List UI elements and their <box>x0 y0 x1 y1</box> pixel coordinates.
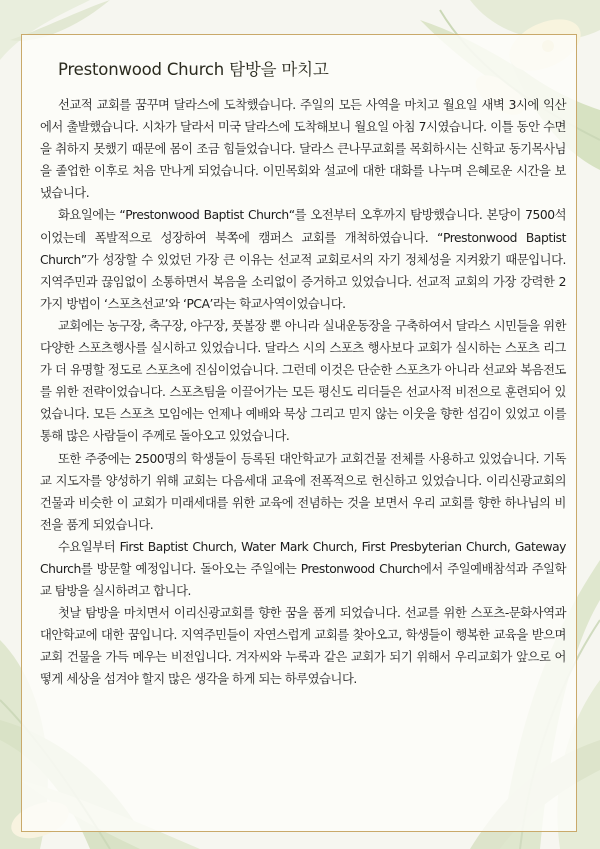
paragraph: 선교적 교회를 꿈꾸며 달라스에 도착했습니다. 주일의 모든 사역을 마치고 월요일 새벽 3시에 익산에서 출발했습니다. 시차가 달라서 미국 달라스에 도착해보니 월요일 아침 7시였습니다. 이틀 동안 수면을 취하지 못했기 때문에 몸이 조금 힘들었습니다. 달라스 큰나무교회를 목회하시는 신학교 동기목사님을 졸업한 이후로 처음 만나게 되었습니다. 이민목회와 설교에 대한 대화를 나누며 은혜로운 시간을 보냈습니다. <box>40 98 566 201</box>
paragraph: 수요일부터 First Baptist Church, Water Mark Church, First Presbyterian Church, Gateway Church를 방문할 예정입니다. 돌아오는 주일에는 Prestonwood Church에서 주일예배참석과 주일학교 탐방을 실시하려고 합니다. <box>40 539 566 599</box>
page-title: Prestonwood Church 탐방을 마치고 <box>58 60 329 79</box>
paragraph: 화요일에는 “Prestonwood Baptist Church“를 오전부터 오후까지 탐방했습니다. 본당이 7500석이었는데 폭발적으로 성장하여 북쪽에 캠퍼스 교회를 개척하였습니다. “Prestonwood Baptist Church”가 성장할 수 있었던 가장 큰 이유는 선교적 교회로서의 자기 정체성을 지켜왔기 때문입니다. 지역주민과 끊임없이 소통하면서 복음을 소리없이 증거하고 있었습니다. 선교적 교회의 가장 강력한 2가지 방법이 ‘스포츠선교’와 ‘PCA’라는 학교사역이었습니다. <box>40 208 566 311</box>
paragraph: 또한 주중에는 2500명의 학생들이 등록된 대안학교가 교회건물 전체를 사용하고 있었습니다. 기독교 지도자를 양성하기 위해 교회는 다음세대 교육에 전폭적으로 헌신하고 있었습니다. 이리신광교회의 건물과 비슷한 이 교회가 미래세대를 위한 교육에 전념하는 것을 보면서 우리 교회를 향한 하나님의 비전을 품게 되었습니다. <box>40 451 566 532</box>
paragraph: 교회에는 농구장, 축구장, 야구장, 풋볼장 뿐 아니라 실내운동장을 구축하여서 달라스 시민들을 위한 다양한 스포츠행사를 실시하고 있었습니다. 달라스 시의 스포츠 행사보다 교회가 실시하는 스포츠 리그가 더 유명할 정도로 스포츠에 진심이었습니다. 그런데 이것은 단순한 스포츠가 아니라 선교와 복음전도를 위한 전략이었습니다. 스포츠팀을 이끌어가는 모든 평신도 리더들은 선교사적 비전으로 훈련되어 있었습니다. 모든 스포츠 모임에는 언제나 예배와 묵상 그리고 믿지 않는 이웃을 향한 섬김이 있었고 이를 통해 많은 사람들이 주께로 돌아오고 있었습니다. <box>40 318 566 444</box>
article-body <box>40 94 566 691</box>
paragraph: 첫날 탐방을 마치면서 이리신광교회를 향한 꿈을 품게 되었습니다. 선교를 위한 스포츠-문화사역과 대안학교에 대한 꿈입니다. 지역주민들이 자연스럽게 교회를 찾아오고, 학생들이 행복한 교육을 받으며 교회 건물을 가득 메우는 비전입니다. 겨자씨와 누룩과 같은 교회가 되기 위해서 우리교회가 앞으로 어떻게 세상을 섬겨야 할지 많은 생각을 하게 되는 하루였습니다. <box>40 606 566 687</box>
